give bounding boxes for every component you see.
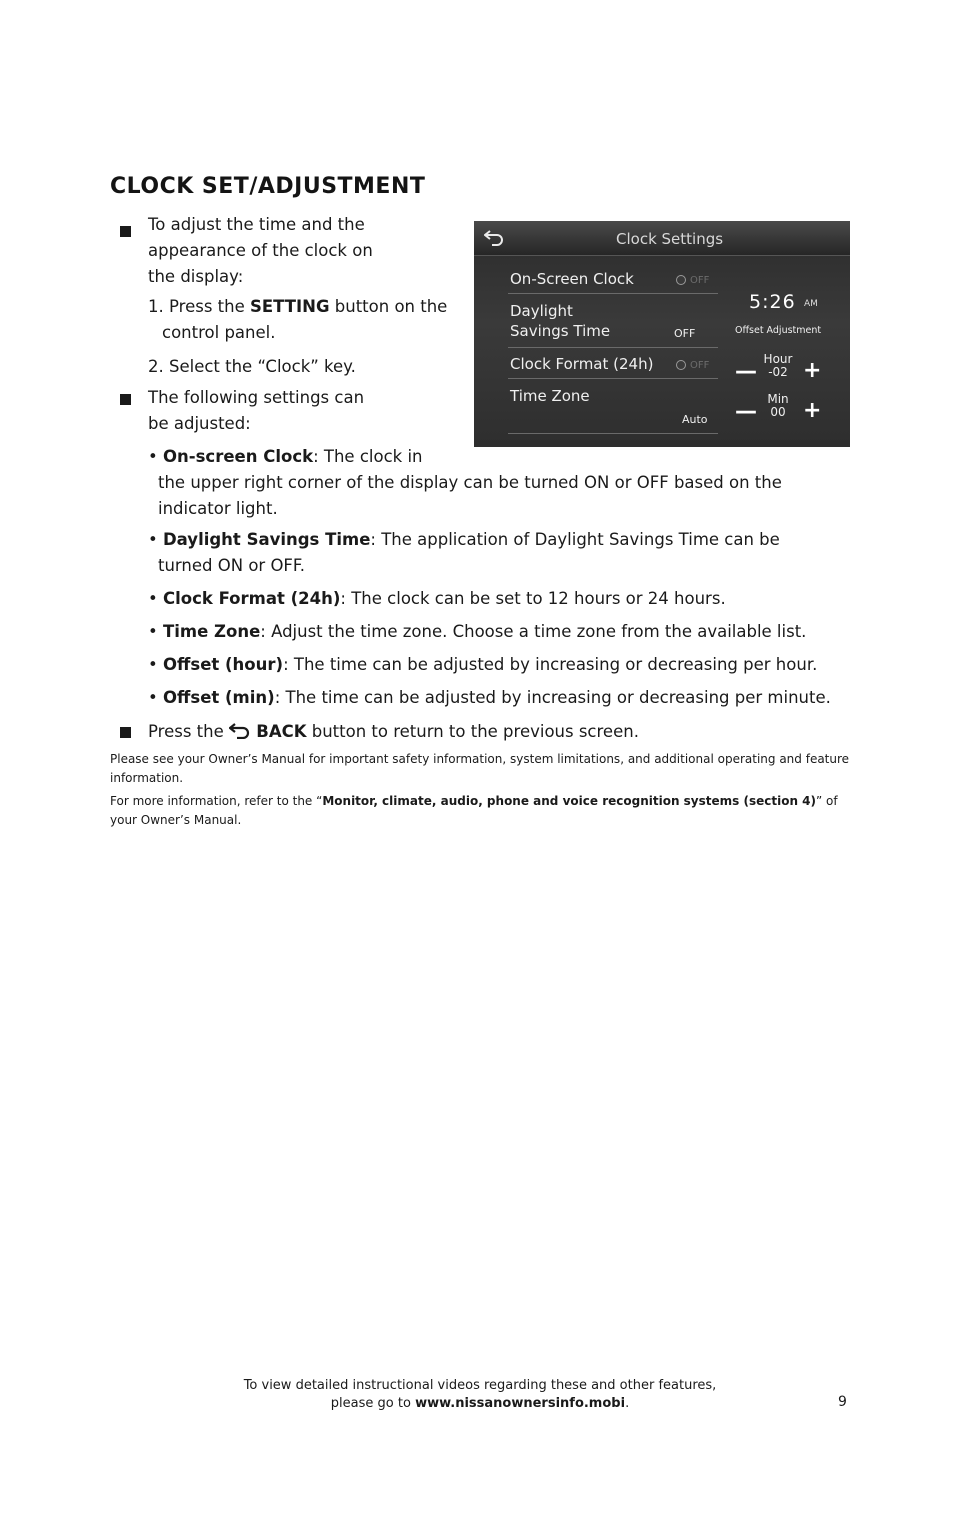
indicator-light-icon bbox=[676, 360, 686, 370]
website-link[interactable]: www.nissanownersinfo.mobi bbox=[415, 1396, 626, 1411]
footer-text: To view detailed instructional videos regarding these and other features, please go to www.nissanownersinfo.mobi. bbox=[243, 1378, 717, 1411]
step-1: 1. Press the SETTING button on the bbox=[148, 297, 448, 316]
hour-plus-button: + bbox=[803, 358, 822, 383]
intro-line-1: To adjust the time and the bbox=[148, 215, 365, 234]
divider bbox=[508, 433, 718, 434]
bullet-square bbox=[120, 226, 131, 237]
setting-clock-format: • Clock Format (24h): The clock can be set to 12 hours or 24 hours. bbox=[148, 589, 726, 608]
clock-settings-screenshot bbox=[474, 221, 850, 447]
screen-item-daylight: Daylight bbox=[510, 302, 573, 320]
back-arrow-icon bbox=[484, 229, 504, 247]
divider bbox=[508, 347, 718, 348]
step-1-cont: control panel. bbox=[162, 323, 276, 342]
tz-value: Auto bbox=[682, 413, 708, 426]
screen-header bbox=[474, 221, 850, 256]
intro-line-3: the display: bbox=[148, 267, 244, 286]
offset-adjustment-label: Offset Adjustment bbox=[735, 325, 822, 336]
setting-on-screen-clock: • On-screen Clock: The clock in the upper right corner of the display can be turned ON or OFF based on the indicator light. bbox=[148, 447, 782, 518]
setting-time-zone: • Time Zone: Adjust the time zone. Choose a time zone from the available list. bbox=[148, 622, 807, 641]
section-title: CLOCK SET/ADJUSTMENT bbox=[110, 174, 426, 199]
step-2: 2. Select the “Clock” key. bbox=[148, 357, 356, 376]
min-label: Min 00 bbox=[767, 392, 789, 419]
dst-value: OFF bbox=[674, 327, 696, 340]
faint-off-label: OFF bbox=[690, 275, 710, 286]
back-arrow-icon bbox=[229, 721, 251, 739]
screen-title: Clock Settings bbox=[616, 230, 724, 248]
back-instruction: Press the BACK button to return to the previous screen. bbox=[148, 722, 639, 741]
divider bbox=[508, 293, 718, 294]
min-plus-button: + bbox=[803, 398, 822, 423]
screen-item-savings-time: Savings Time bbox=[510, 322, 611, 340]
screen-item-on-screen-clock: On-Screen Clock bbox=[510, 270, 634, 288]
hour-label: Hour -02 bbox=[763, 352, 793, 379]
intro-line-2: appearance of the clock on bbox=[148, 241, 373, 260]
settings-intro: The following settings can be adjusted: bbox=[148, 388, 365, 433]
clock-ampm: AM bbox=[804, 299, 818, 309]
bullet-square bbox=[120, 394, 131, 405]
clock-time: 5:26 bbox=[749, 291, 796, 313]
setting-offset-hour: • Offset (hour): The time can be adjusted by increasing or decreasing per hour. bbox=[148, 655, 818, 674]
bullet-square bbox=[120, 727, 131, 738]
indicator-light-icon bbox=[676, 275, 686, 285]
safety-note: Please see your Owner’s Manual for important safety information, system limitations, and additional operating and feature information. bbox=[110, 752, 850, 785]
min-minus-button: — bbox=[735, 399, 757, 424]
setting-daylight-savings: • Daylight Savings Time: The application of Daylight Savings Time can be turned ON or OFF. bbox=[148, 530, 780, 575]
screen-item-time-zone: Time Zone bbox=[510, 387, 590, 405]
divider bbox=[508, 378, 718, 379]
reference-note: For more information, refer to the “Monitor, climate, audio, phone and voice recognition systems (section 4)” of your Owner’s Manual. bbox=[110, 794, 838, 827]
page-number: 9 bbox=[838, 1394, 847, 1410]
setting-offset-min: • Offset (min): The time can be adjusted by increasing or decreasing per minute. bbox=[148, 688, 831, 707]
hour-minus-button: — bbox=[735, 359, 757, 384]
intro-text bbox=[148, 212, 373, 290]
faint-off-label: OFF bbox=[690, 360, 710, 371]
screen-item-clock-format: Clock Format (24h) bbox=[510, 355, 654, 373]
